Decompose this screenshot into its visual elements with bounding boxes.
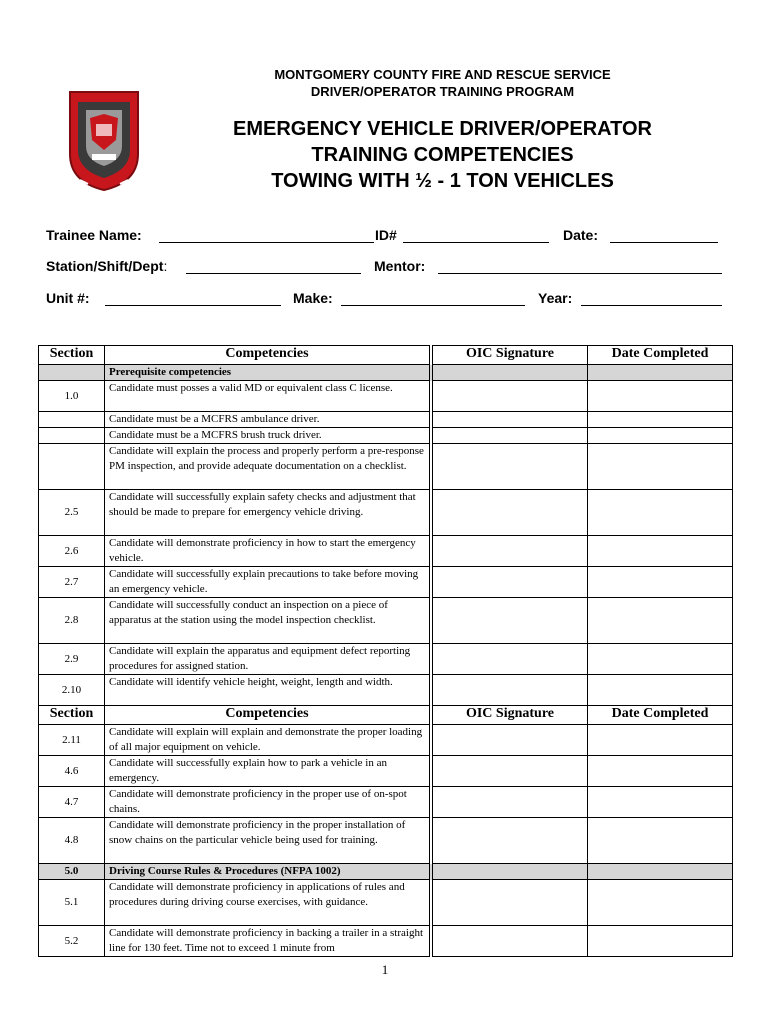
table-row bbox=[39, 725, 733, 756]
header-date-completed: Date Completed bbox=[588, 346, 733, 365]
table-row bbox=[39, 567, 733, 598]
section-number: 2.10 bbox=[39, 675, 105, 706]
date-completed-cell[interactable] bbox=[588, 818, 733, 864]
section-number: 4.7 bbox=[39, 787, 105, 818]
date-completed-cell[interactable] bbox=[588, 412, 733, 428]
date-completed-cell[interactable] bbox=[588, 444, 733, 490]
station-label bbox=[46, 258, 167, 274]
page-number: 1 bbox=[381, 962, 389, 977]
oic-signature-cell[interactable] bbox=[433, 365, 588, 381]
station-field[interactable] bbox=[186, 273, 361, 274]
program-name: DRIVER/OPERATOR TRAINING PROGRAM bbox=[310, 84, 575, 99]
date-completed-cell[interactable] bbox=[588, 725, 733, 756]
competencies-table bbox=[38, 345, 733, 957]
oic-signature-cell[interactable] bbox=[433, 864, 588, 880]
trainee-name-label: Trainee Name: bbox=[46, 227, 142, 243]
year-label: Year: bbox=[538, 290, 573, 306]
station-label-colon: : bbox=[163, 258, 168, 274]
competency-text: Candidate will successfully conduct an inspection on a piece of apparatus at the station using the model inspection checklist. bbox=[105, 598, 430, 644]
table-row bbox=[39, 444, 733, 490]
date-completed-cell[interactable] bbox=[588, 381, 733, 412]
oic-signature-cell[interactable] bbox=[433, 756, 588, 787]
competency-text: Candidate will successfully explain safety checks and adjustment that should be made to prepare for emergency vehicle driving. bbox=[105, 490, 430, 536]
oic-signature-cell[interactable] bbox=[433, 725, 588, 756]
competency-text: Prerequisite competencies bbox=[105, 365, 430, 381]
competency-text: Candidate will demonstrate proficiency in backing a trailer in a straight line for 130 feet. Time not to exceed 1 minute from bbox=[105, 926, 430, 957]
mcfrs-seal-logo bbox=[66, 88, 142, 192]
table-row bbox=[39, 381, 733, 412]
organization-name: MONTGOMERY COUNTY FIRE AND RESCUE SERVICE bbox=[274, 67, 611, 82]
table-row bbox=[39, 428, 733, 444]
section-number: 2.9 bbox=[39, 644, 105, 675]
oic-signature-cell[interactable] bbox=[433, 567, 588, 598]
table-row bbox=[39, 787, 733, 818]
date-field[interactable] bbox=[610, 242, 718, 243]
date-completed-cell[interactable] bbox=[588, 598, 733, 644]
year-field[interactable] bbox=[581, 305, 722, 306]
oic-signature-cell[interactable] bbox=[433, 381, 588, 412]
date-label: Date: bbox=[563, 227, 599, 243]
header-oic-signature: OIC Signature bbox=[433, 346, 588, 365]
table-row bbox=[39, 756, 733, 787]
competency-text: Candidate will explain the process and properly perform a pre-response PM inspection, and provide adequate documentation on a checklist. bbox=[105, 444, 430, 490]
mentor-field[interactable] bbox=[438, 273, 722, 274]
oic-signature-cell[interactable] bbox=[433, 490, 588, 536]
document-title-line2: TRAINING COMPETENCIES bbox=[311, 144, 574, 166]
date-completed-cell[interactable] bbox=[588, 644, 733, 675]
date-completed-cell[interactable] bbox=[588, 675, 733, 706]
competency-text: Candidate will successfully explain precautions to take before moving an emergency vehicle. bbox=[105, 567, 430, 598]
table-row bbox=[39, 536, 733, 567]
oic-signature-cell[interactable] bbox=[433, 787, 588, 818]
table-group-row bbox=[39, 365, 733, 381]
header-section: Section bbox=[39, 346, 105, 365]
competency-text: Candidate will successfully explain how to park a vehicle in an emergency. bbox=[105, 756, 430, 787]
date-completed-cell[interactable] bbox=[588, 926, 733, 957]
oic-signature-cell[interactable] bbox=[433, 598, 588, 644]
table-header-row bbox=[39, 346, 733, 365]
section-number: 4.8 bbox=[39, 818, 105, 864]
section-number: 2.6 bbox=[39, 536, 105, 567]
section-number: 5.2 bbox=[39, 926, 105, 957]
unit-label: Unit #: bbox=[46, 290, 90, 306]
table-group-row bbox=[39, 864, 733, 880]
table-row bbox=[39, 818, 733, 864]
date-completed-cell[interactable] bbox=[588, 756, 733, 787]
section-number: 5.0 bbox=[39, 864, 105, 880]
oic-signature-cell[interactable] bbox=[433, 428, 588, 444]
make-field[interactable] bbox=[341, 305, 525, 306]
table-row bbox=[39, 644, 733, 675]
oic-signature-cell[interactable] bbox=[433, 444, 588, 490]
section-number bbox=[39, 428, 105, 444]
section-number: 1.0 bbox=[39, 381, 105, 412]
competency-text: Candidate must be a MCFRS ambulance driver. bbox=[105, 412, 430, 428]
table-row bbox=[39, 880, 733, 926]
oic-signature-cell[interactable] bbox=[433, 880, 588, 926]
competency-text: Candidate must posses a valid MD or equivalent class C license. bbox=[105, 381, 430, 412]
section-number: 2.7 bbox=[39, 567, 105, 598]
oic-signature-cell[interactable] bbox=[433, 818, 588, 864]
competency-text: Candidate will demonstrate proficiency in applications of rules and procedures during driving course exercises, with guidance. bbox=[105, 880, 430, 926]
table-row bbox=[39, 675, 733, 706]
header-competencies: Competencies bbox=[105, 706, 430, 725]
oic-signature-cell[interactable] bbox=[433, 926, 588, 957]
date-completed-cell[interactable] bbox=[588, 567, 733, 598]
table-row bbox=[39, 490, 733, 536]
date-completed-cell[interactable] bbox=[588, 536, 733, 567]
date-completed-cell[interactable] bbox=[588, 428, 733, 444]
competency-text: Candidate must be a MCFRS brush truck driver. bbox=[105, 428, 430, 444]
section-number bbox=[39, 412, 105, 428]
section-number: 4.6 bbox=[39, 756, 105, 787]
date-completed-cell[interactable] bbox=[588, 365, 733, 381]
section-number: 2.8 bbox=[39, 598, 105, 644]
oic-signature-cell[interactable] bbox=[433, 675, 588, 706]
competency-text: Candidate will explain the apparatus and equipment defect reporting procedures for assigned station. bbox=[105, 644, 430, 675]
section-number: 2.11 bbox=[39, 725, 105, 756]
competency-text: Candidate will identify vehicle height, weight, length and width. bbox=[105, 675, 430, 706]
oic-signature-cell[interactable] bbox=[433, 644, 588, 675]
oic-signature-cell[interactable] bbox=[433, 536, 588, 567]
date-completed-cell[interactable] bbox=[588, 880, 733, 926]
section-number bbox=[39, 444, 105, 490]
competency-text: Candidate will demonstrate proficiency in the proper installation of snow chains on the particular vehicle being used for training. bbox=[105, 818, 430, 864]
oic-signature-cell[interactable] bbox=[433, 412, 588, 428]
document-title-line1: EMERGENCY VEHICLE DRIVER/OPERATOR bbox=[233, 118, 652, 140]
date-completed-cell[interactable] bbox=[588, 864, 733, 880]
header-section: Section bbox=[39, 706, 105, 725]
section-number bbox=[39, 365, 105, 381]
station-label-text: Station/Shift/Dept bbox=[46, 258, 164, 274]
id-field[interactable] bbox=[403, 242, 549, 243]
competency-text: Candidate will demonstrate proficiency in how to start the emergency vehicle. bbox=[105, 536, 430, 567]
id-label: ID# bbox=[375, 227, 397, 243]
competency-text: Candidate will demonstrate proficiency in the proper use of on-spot chains. bbox=[105, 787, 430, 818]
table-row bbox=[39, 926, 733, 957]
table-row bbox=[39, 412, 733, 428]
header-date-completed: Date Completed bbox=[588, 706, 733, 725]
section-number: 5.1 bbox=[39, 880, 105, 926]
mentor-label: Mentor: bbox=[374, 258, 426, 274]
document-title-line3: TOWING WITH ½ - 1 TON VEHICLES bbox=[271, 170, 614, 192]
section-number: 2.5 bbox=[39, 490, 105, 536]
table-row bbox=[39, 598, 733, 644]
competency-text: Candidate will explain will explain and demonstrate the proper loading of all major equipment on vehicle. bbox=[105, 725, 430, 756]
table-header-row bbox=[39, 706, 733, 725]
header-competencies: Competencies bbox=[105, 346, 430, 365]
make-label: Make: bbox=[293, 290, 333, 306]
header-oic-signature: OIC Signature bbox=[433, 706, 588, 725]
trainee-name-field[interactable] bbox=[159, 242, 374, 243]
unit-field[interactable] bbox=[105, 305, 281, 306]
competency-text: Driving Course Rules & Procedures (NFPA 1002) bbox=[105, 864, 430, 880]
date-completed-cell[interactable] bbox=[588, 787, 733, 818]
date-completed-cell[interactable] bbox=[588, 490, 733, 536]
